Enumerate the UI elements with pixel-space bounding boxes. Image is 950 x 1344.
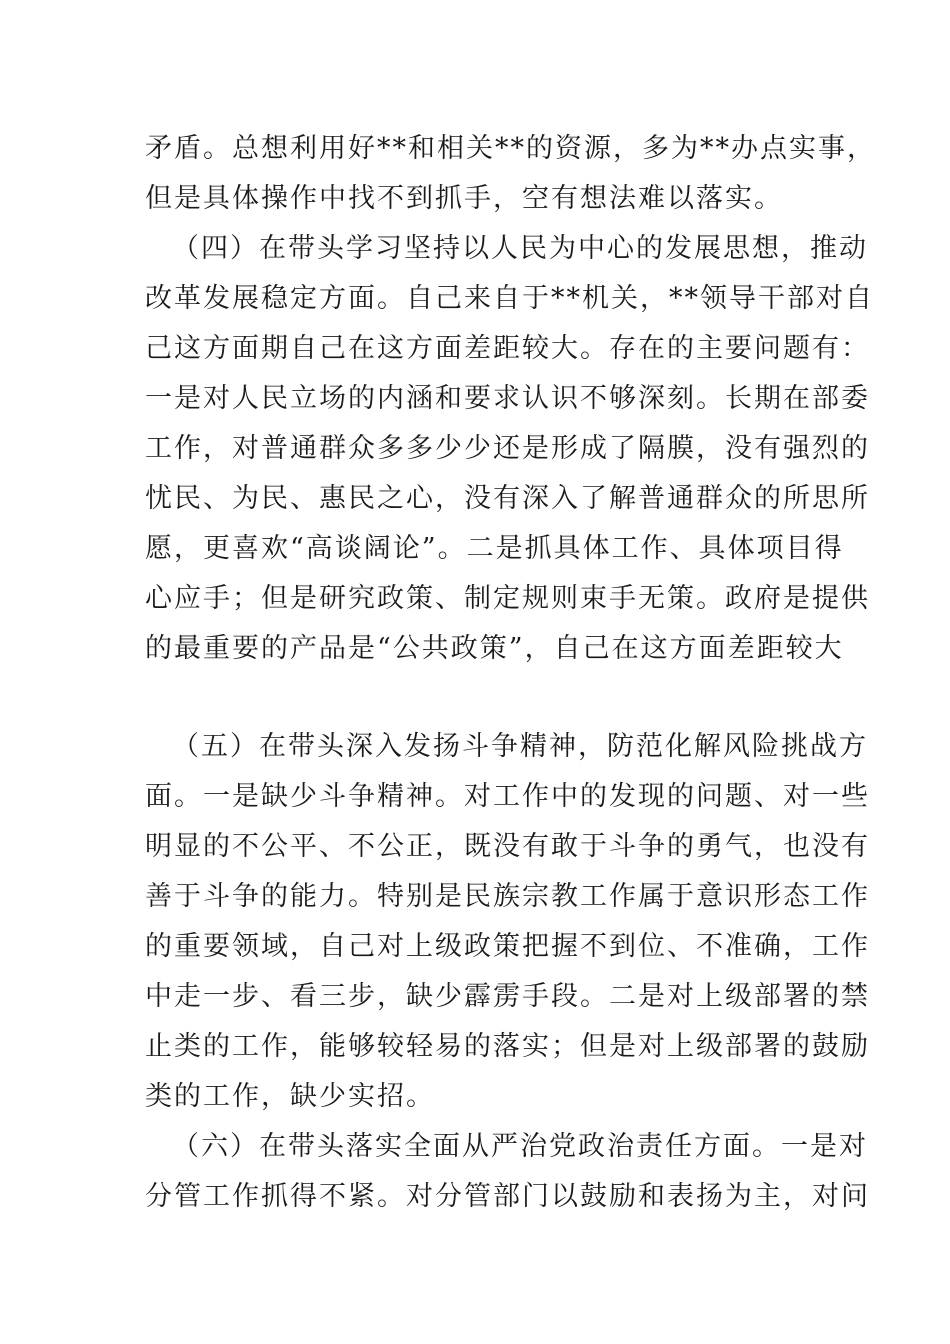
paragraph-line: 愿，更喜欢“高谈阔论”。二是抓具体工作、具体项目得 — [145, 533, 844, 564]
paragraph-line: （五）在带头深入发扬斗争精神，防范化解风险挑战方 — [172, 731, 868, 762]
paragraph-line: 改革发展稳定方面。自己来自于**机关，**领导干部对自 — [145, 283, 874, 314]
paragraph-line: 的重要领域，自己对上级政策把握不到位、不准确，工作 — [145, 931, 870, 962]
paragraph-line: （六）在带头落实全面从严治党政治责任方面。一是对 — [172, 1131, 868, 1162]
paragraph-line: 一是对人民立场的内涵和要求认识不够深刻。长期在部委 — [145, 383, 870, 414]
paragraph-line: 止类的工作，能够较轻易的落实；但是对上级部署的鼓励 — [145, 1031, 870, 1062]
paragraph-line: 忧民、为民、惠民之心，没有深入了解普通群众的所思所 — [145, 483, 870, 514]
paragraph-line: 类的工作，缺少实招。 — [145, 1081, 435, 1112]
paragraph-line: 己这方面期自己在这方面差距较大。存在的主要问题有： — [145, 333, 870, 364]
paragraph-line: 心应手；但是研究政策、制定规则束手无策。政府是提供 — [145, 583, 870, 614]
paragraph-line: 但是具体操作中找不到抓手，空有想法难以落实。 — [145, 183, 783, 214]
paragraph-line: 工作，对普通群众多多少少还是形成了隔膜，没有强烈的 — [145, 433, 870, 464]
paragraph-line: 矛盾。总想利用好**和相关**的资源，多为**办点实事， — [145, 133, 876, 164]
paragraph-line: （四）在带头学习坚持以人民为中心的发展思想，推动 — [172, 233, 868, 264]
paragraph-line: 中走一步、看三步，缺少霹雳手段。二是对上级部署的禁 — [145, 981, 870, 1012]
paragraph-line: 的最重要的产品是“公共政策”，自己在这方面差距较大 — [145, 633, 844, 664]
paragraph-line: 明显的不公平、不公正，既没有敢于斗争的勇气，也没有 — [145, 831, 870, 862]
paragraph-line: 善于斗争的能力。特别是民族宗教工作属于意识形态工作 — [145, 881, 870, 912]
paragraph-line: 面。一是缺少斗争精神。对工作中的发现的问题、对一些 — [145, 781, 870, 812]
paragraph-line: 分管工作抓得不紧。对分管部门以鼓励和表扬为主，对问 — [145, 1181, 870, 1212]
